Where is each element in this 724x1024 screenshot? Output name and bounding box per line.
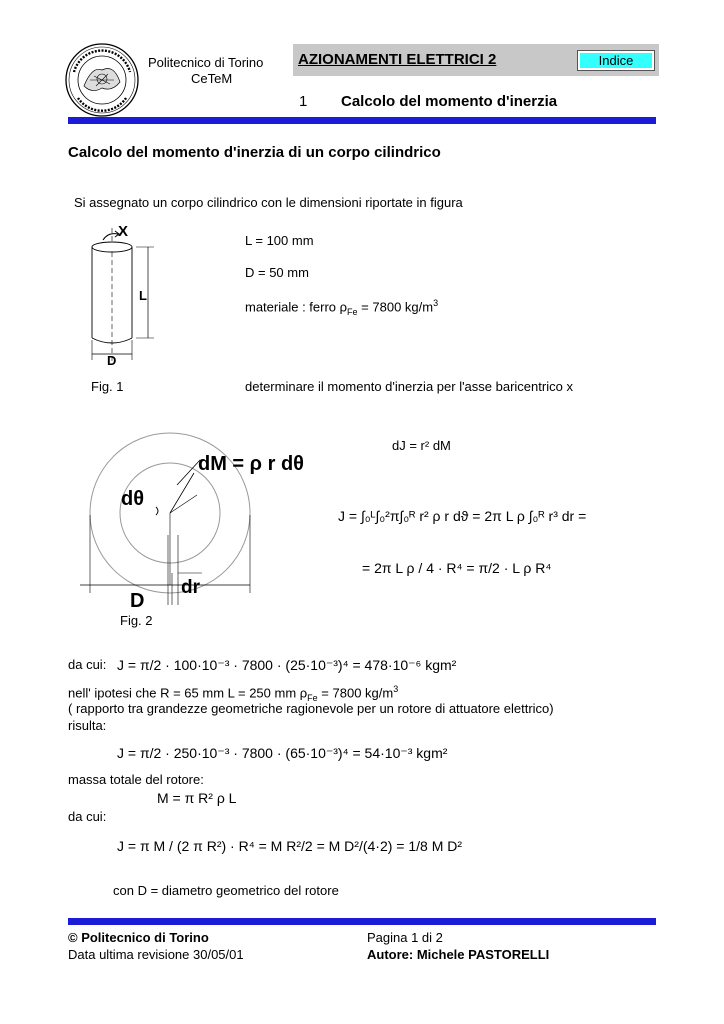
hypothesis-text: nell' ipotesi che R = 65 mm L = 250 mm $\rho_{Fe} = 7800$ $kg/m^3$ (68, 684, 399, 703)
j-closed-form-equation: = 2π L ρ / 4 · R⁴ = π/2 · L ρ R⁴ (362, 560, 552, 576)
given-diameter: D = 50 mm (245, 265, 309, 280)
mass-equation: M = π R² ρ L (157, 790, 237, 806)
mass-label: massa totale del rotore: (68, 772, 204, 787)
footer-divider (68, 918, 656, 925)
result-equation-2: J = π/2 · 250·10⁻³ · 7800 · (65·10⁻³)⁴ = 54·10⁻³ kgm² (117, 745, 448, 761)
dj-equation: dJ = r² dM (392, 438, 451, 453)
cylinder-figure (78, 220, 168, 370)
j-mass-equation: J = π M / (2 π R²) · R⁴ = M R²/2 = M D²/(4·2) = 1/8 M D² (117, 838, 463, 854)
section-title: Calcolo del momento d'inerzia (341, 93, 558, 110)
footer-copyright: © Politecnico di Torino (68, 930, 209, 945)
header-divider (68, 117, 656, 124)
footer-page: Pagina 1 di 2 (367, 930, 443, 945)
da-cui-2: da cui: (68, 809, 107, 824)
given-length: L = 100 mm (245, 233, 314, 248)
j-integral-equation: J = ∫₀ᴸ∫₀²π∫₀ᴿ r² ρ r dϑ = 2π L ρ ∫₀ᴿ r³ dr = (338, 508, 587, 524)
index-button[interactable]: Indice (578, 51, 654, 70)
university-seal (64, 42, 140, 118)
fig2-caption: Fig. 2 (120, 613, 153, 628)
seal-icon (64, 42, 140, 118)
fig1-caption: Fig. 1 (91, 379, 124, 394)
result-equation-1: J = π/2 · 100·10⁻³ · 7800 · (25·10⁻³)⁴ = 478·10⁻⁶ kgm² (117, 657, 457, 673)
task-text: determinare il momento d'inerzia per l'asse baricentrico x (245, 379, 573, 394)
footer-author: Autore: Michele PASTORELLI (367, 947, 550, 962)
disc-diameter-label: D (130, 590, 145, 612)
dr-label: dr (181, 577, 200, 598)
dtheta-label: dθ (121, 488, 145, 510)
center-name: CeTeM (191, 71, 233, 86)
hypothesis-note: ( rapporto tra grandezze geometriche ragionevole per un rotore di attuatore elettrico) (68, 701, 554, 716)
axis-label-x: X (118, 223, 129, 240)
institution-name: Politecnico di Torino (148, 55, 264, 70)
da-cui-1: da cui: (68, 657, 107, 672)
length-label: L (139, 288, 147, 303)
section-number: 1 (299, 93, 308, 110)
risulta-label: risulta: (68, 718, 107, 733)
course-title: AZIONAMENTI ELETTRICI 2 (298, 51, 497, 68)
diameter-definition: con D = diametro geometrico del rotore (113, 883, 339, 898)
given-material: materiale : ferro $\rho_{Fe} = 7800$ $kg/m^3$ (245, 298, 439, 317)
footer-revision: Data ultima revisione 30/05/01 (68, 947, 244, 962)
diameter-label: D (107, 353, 117, 368)
intro-text: Si assegnato un corpo cilindrico con le dimensioni riportate in figura (74, 195, 463, 210)
dm-formula: dM = ρ r dθ (198, 453, 304, 475)
page-title: Calcolo del momento d'inerzia di un corpo cilindrico (68, 144, 441, 161)
